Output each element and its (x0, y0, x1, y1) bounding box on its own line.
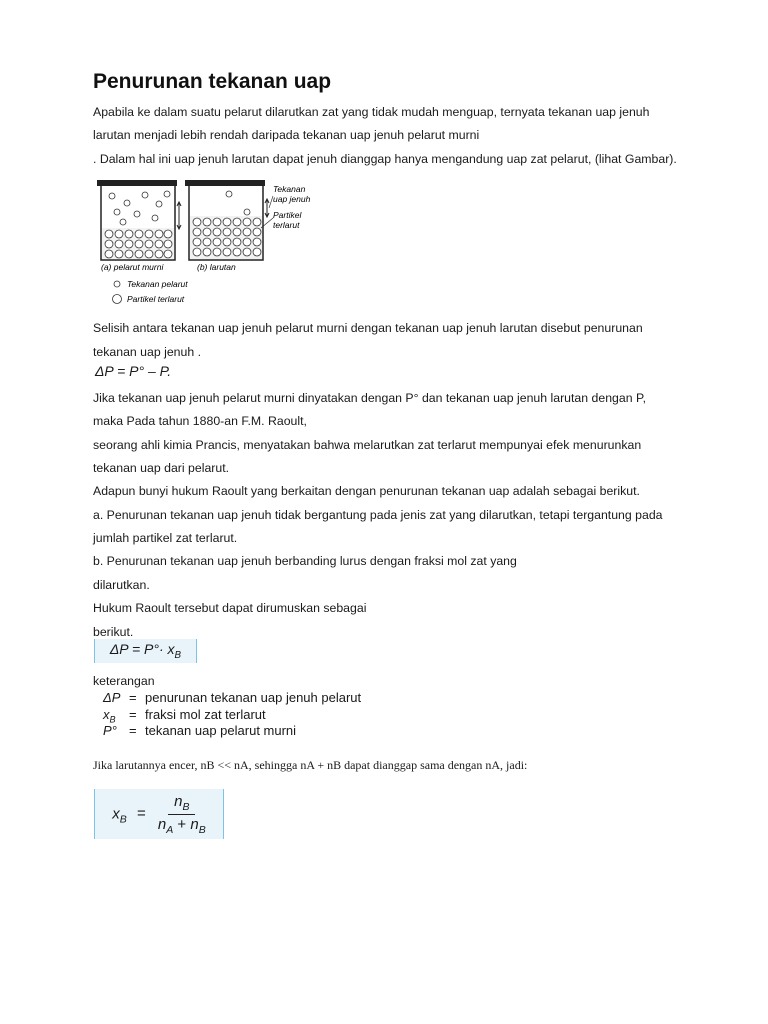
legend-label-2: Partikel terlarut (127, 294, 185, 304)
paragraph-line: b. Penurunan tekanan uap jenuh berbanding lurus dengan fraksi mol zat yang (93, 554, 517, 568)
paragraph-line: Selisih antara tekanan uap jenuh pelarut murni dengan tekanan uap jenuh larutan disebut penurunan (93, 321, 643, 335)
paragraph-line: dilarutkan. (93, 578, 150, 592)
vapor-particles-b (226, 191, 250, 215)
paragraph-line: tekanan uap dari pelarut. (93, 461, 230, 475)
paragraph-line: berikut. (93, 625, 134, 639)
arrow-b (265, 199, 269, 217)
paragraph-line: Jika larutannya encer, nB << nA, sehingga nA + nB dapat dianggap sama dengan nA, jadi: (93, 758, 528, 772)
paragraph-line: Apabila ke dalam suatu pelarut dilarutkan zat yang tidak mudah menguap, ternyata tekanan uap jenuh (93, 105, 650, 119)
formula-mole-fraction-box (94, 789, 224, 839)
legend-solute-icon (113, 295, 122, 304)
page-title: Penurunan tekanan uap (93, 70, 332, 93)
side-label-4: terlarut (273, 220, 300, 230)
beaker-a-caption: (a) pelarut murni (101, 262, 164, 272)
keterangan-label: keterangan (93, 674, 155, 688)
keterangan-row: P° = tekanan uap pelarut murni (103, 723, 297, 738)
formula-delta-p: ΔP = P° – P. (95, 363, 172, 379)
arrow-a (177, 202, 181, 229)
keterangan-row: $x_B$ = fraksi mol zat terlarut (103, 707, 266, 725)
keterangan-row: ΔP = penurunan tekanan uap jenuh pelarut (103, 690, 362, 705)
paragraph-line: a. Penurunan tekanan uap jenuh tidak bergantung pada jenis zat yang dilarutkan, tetapi tergantung pada (93, 508, 663, 522)
paragraph-line: tekanan uap jenuh . (93, 345, 202, 359)
side-label-1: Tekanan (273, 184, 306, 194)
legend-solvent-icon (114, 281, 120, 287)
side-label-3: Partikel (273, 210, 302, 220)
formula-raoult: $\Delta P = P^\circ\cdot x_B$ (109, 641, 182, 661)
paragraph-line: seorang ahli kimia Prancis, menyatakan bahwa melarutkan zat terlarut mempunyai efek menurunkan (93, 438, 642, 452)
vapor-particles-a (109, 191, 170, 225)
paragraph-line: Hukum Raoult tersebut dapat dirumuskan sebagai (93, 601, 367, 615)
beaker-b-caption: (b) larutan (197, 262, 236, 272)
paragraph-line: jumlah partikel zat terlarut. (93, 531, 238, 545)
solvent-particles-a (105, 230, 172, 258)
formula-mole-fraction: $x_B$ = $\frac{n_B}{n_A + n_B}$ (112, 792, 206, 836)
paragraph-line: maka Pada tahun 1880-an F.M. Raoult, (93, 414, 307, 428)
beaker-a-lid (97, 180, 177, 186)
paragraph-line: larutan menjadi lebih rendah daripada tekanan uap jenuh pelarut murni (93, 128, 480, 142)
paragraph-line: Adapun bunyi hukum Raoult yang berkaitan dengan penurunan tekanan uap adalah sebagai berikut. (93, 484, 640, 498)
paragraph-line: . Dalam hal ini uap jenuh larutan dapat jenuh dianggap hanya mengandung uap zat pelarut, (lihat Gambar). (93, 152, 677, 166)
paragraph-line: Jika tekanan uap jenuh pelarut murni dinyatakan dengan P° dan tekanan uap jenuh larutan dengan P, (93, 391, 647, 405)
legend-label-1: Tekanan pelarut (127, 279, 188, 289)
vapor-pressure-figure (97, 178, 347, 308)
formula-raoult-box (94, 639, 197, 663)
side-label-2: uap jenuh (273, 194, 311, 204)
beaker-b-lid (185, 180, 265, 186)
